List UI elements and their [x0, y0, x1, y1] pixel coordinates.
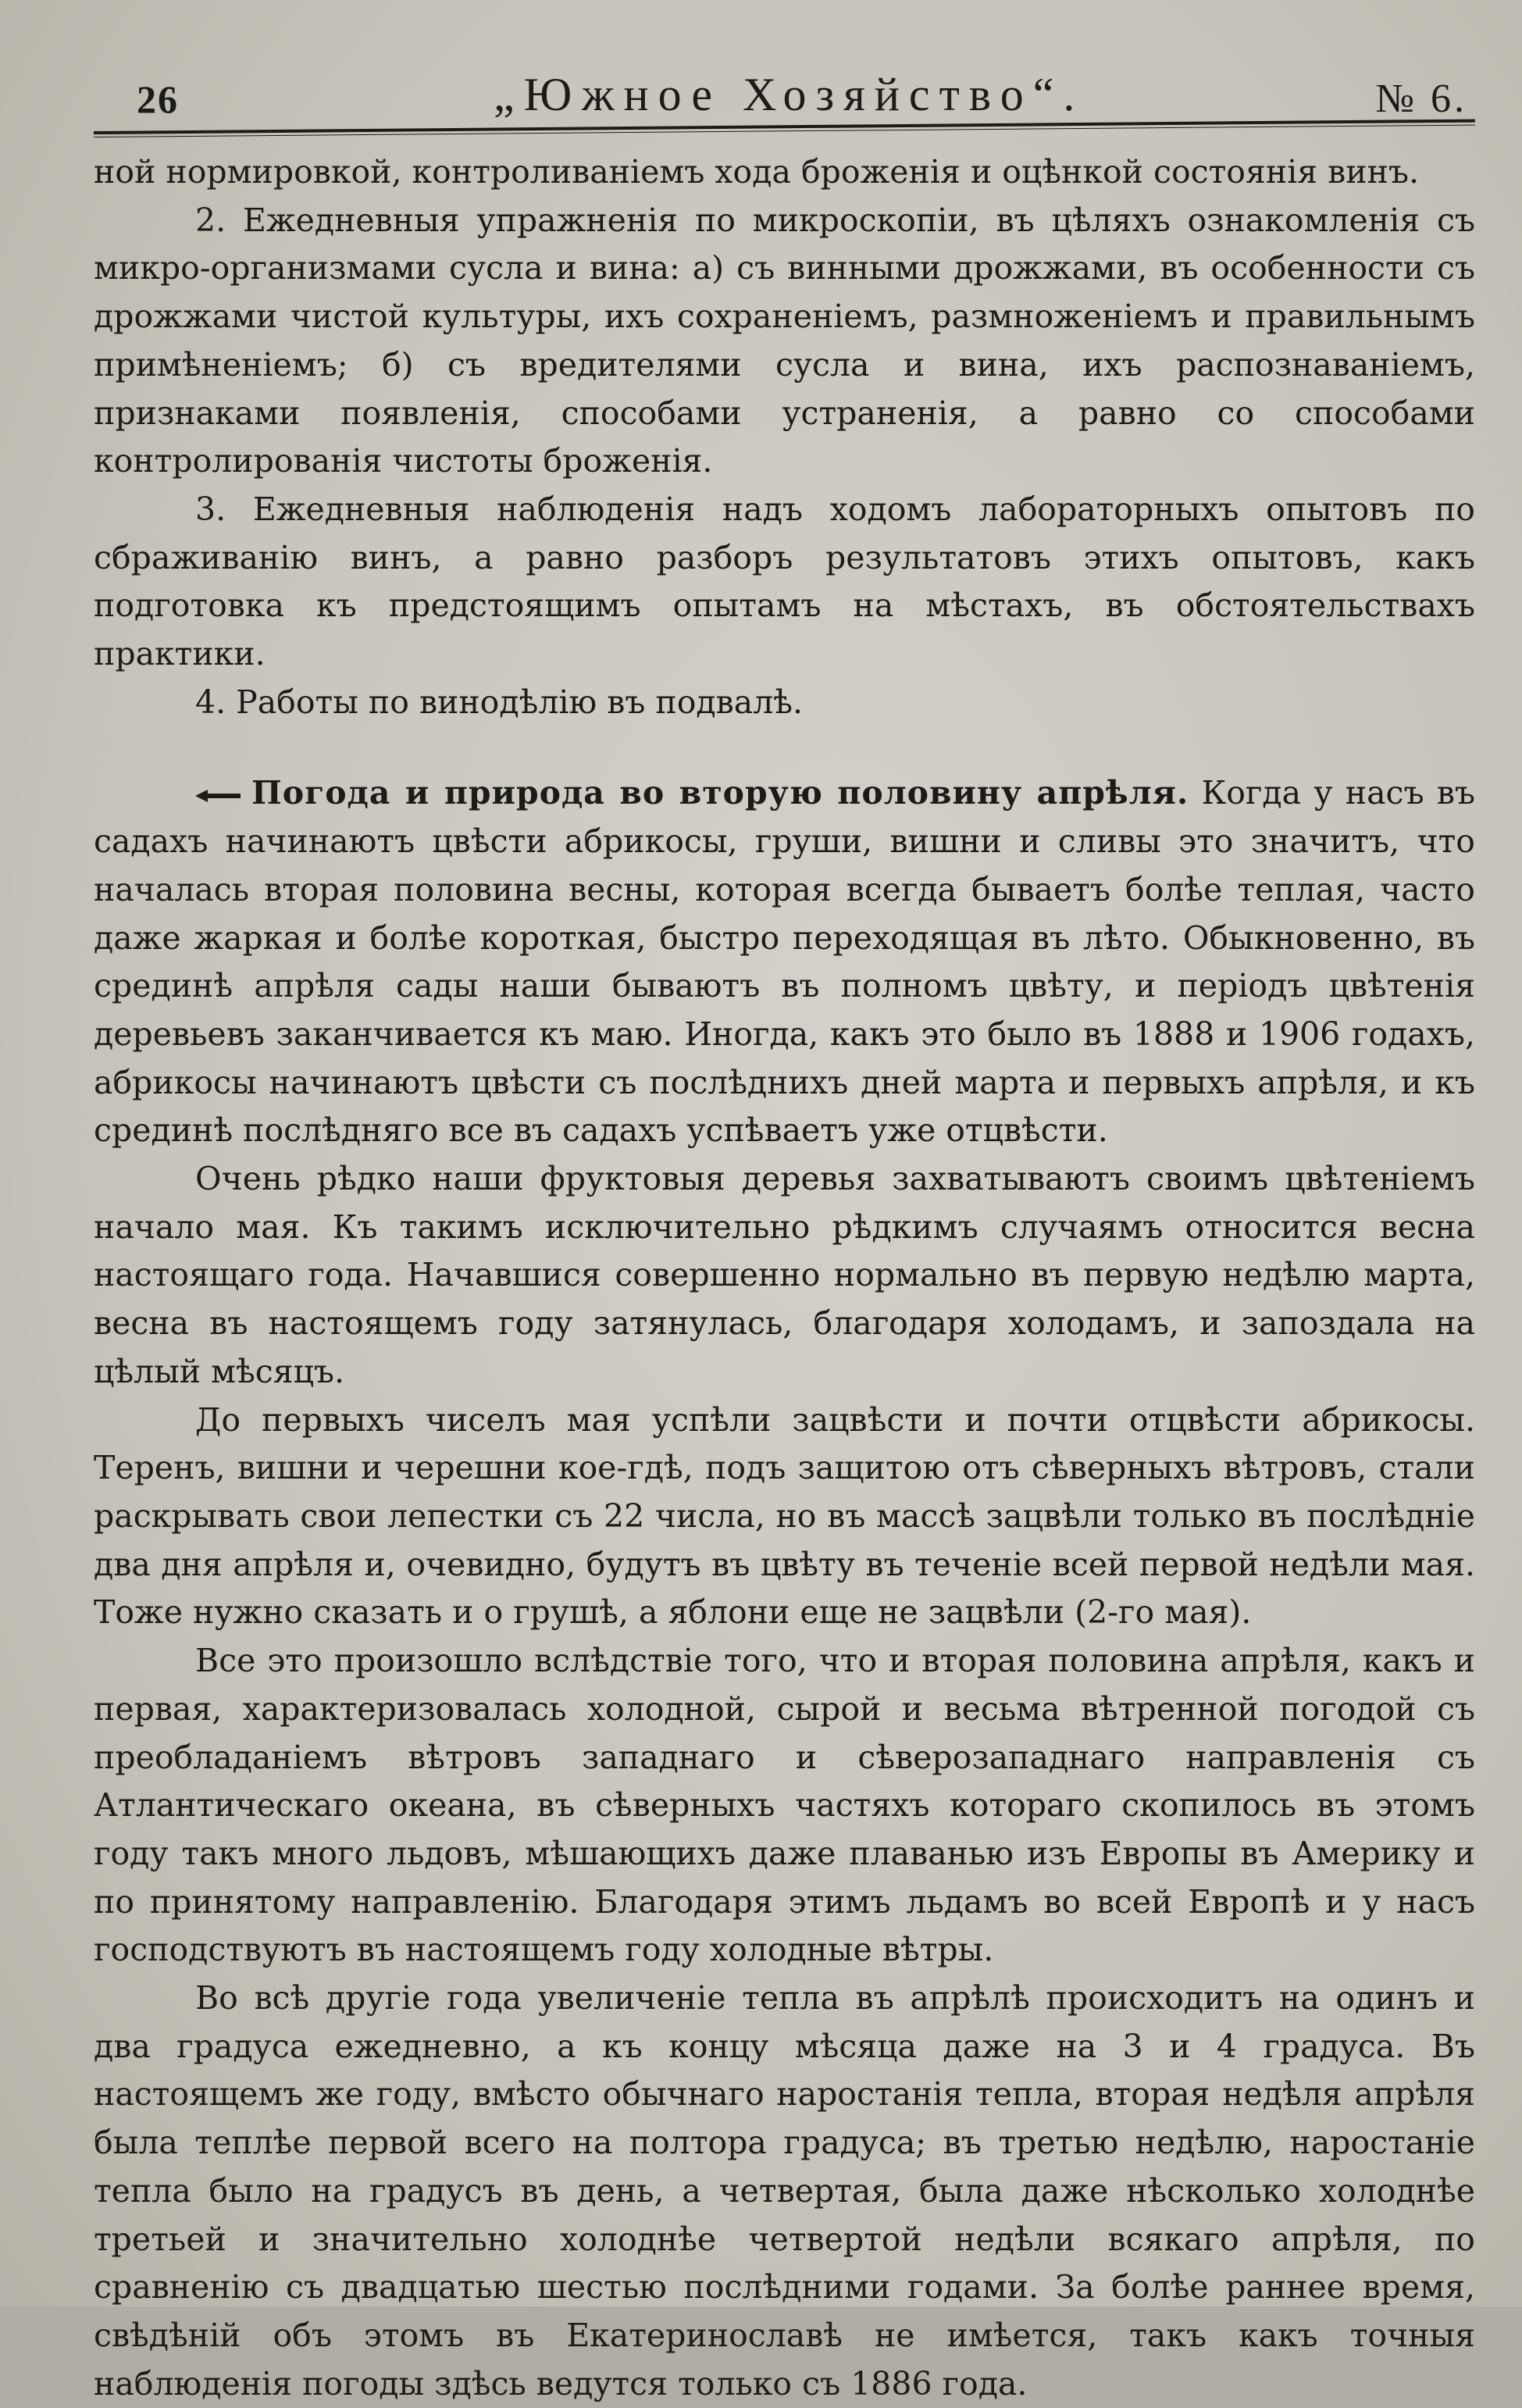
weather-paragraph-4: Все это произошло вслѣдствіе того, что и вторая половина апрѣля, какъ и первая, характеризовалась холодной, сырой и весьма вѣтренной погодой съ преобладаніемъ вѣтровъ западнаго и сѣверозападнаго направленія съ Атлантическаго океана, въ сѣверныхъ частяхъ котораго скопилось въ этомъ году такъ много льдовъ, мѣшающихъ даже плаванью изъ Европы въ Америку и по принятому направленію. Благодаря этимъ льдамъ во всей Европѣ и у насъ господствуютъ въ настоящемъ году холодные вѣтры. [94, 1642, 1475, 1969]
section-spacer [94, 726, 1475, 769]
wine-continuation-paragraph: ной нормировкой, контроливаніемъ хода броженія и оцѣнкой состоянія винъ. [94, 153, 1420, 191]
weather-headline: Погода и природа во вторую половину апрѣля. [251, 774, 1189, 812]
journal-title: „Южное Хозяйство“. [494, 69, 1085, 120]
wine-item-3: 3. Ежедневныя наблюденія надъ ходомъ лабораторныхъ опытовъ по сбраживанію винъ, а равно разборъ результатовъ этихъ опытовъ, какъ подготовка къ предстоящимъ опытамъ на мѣстахъ, въ обстоятельствахъ практики. [94, 490, 1475, 673]
weather-paragraph-2: Очень рѣдко наши фруктовыя деревья захватываютъ своимъ цвѣтеніемъ начало мая. Къ такимъ исключительно рѣдкимъ случаямъ относится весна настоящаго года. Начавшися совершенно нормально въ первую недѣлю марта, весна въ настоящемъ году затянулась, благодаря холодамъ, и запоздала на цѣлый мѣсяцъ. [94, 1160, 1475, 1390]
page-number: 26 [137, 77, 179, 121]
article-body [94, 148, 1475, 2408]
issue-number: № 6. [1375, 77, 1467, 121]
weather-paragraph-1-text: Когда у насъ въ садахъ начинаютъ цвѣсти абрикосы, груши, вишни и сливы это значитъ, что началась вторая половина весны, которая всегда бываетъ болѣе теплая, часто даже жаркая и болѣе короткая, быстро переходящая въ лѣто. Обыкновенно, въ срединѣ апрѣля сады наши бываютъ въ полномъ цвѣту, и періодъ цвѣтенія деревьевъ заканчивается къ маю. Иногда, какъ это было въ 1888 и 1906 годахъ, абрикосы начинаютъ цвѣсти съ послѣднихъ дней марта и первыхъ апрѣля, и къ срединѣ послѣдняго все въ садахъ успѣваетъ уже отцвѣсти. [94, 774, 1475, 1150]
page-header [94, 55, 1475, 122]
weather-paragraph-5: Во всѣ другіе года увеличеніе тепла въ апрѣлѣ происходитъ на одинъ и два градуса ежедневно, а къ концу мѣсяца даже на 3 и 4 градуса. Въ настоящемъ же году, вмѣсто обычнаго наростанія тепла, вторая недѣля апрѣля была теплѣе первой всего на полтора градуса; въ третью недѣлю, наростаніе тепла было на градусъ въ день, а четвертая, была даже нѣсколько холоднѣе третьей и значительно холоднѣе четвертой недѣли всякаго апрѣля, по сравненію съ двадцатью шестью послѣдними годами. За болѣе раннее время, свѣдѣній объ этомъ въ Екатеринославѣ не имѣется, такъ какъ точныя наблюденія погоды здѣсь ведутся только съ 1886 года. [94, 1979, 1475, 2403]
pointing-hand-icon [195, 788, 241, 804]
header-rule [94, 120, 1475, 137]
weather-paragraph-1 [94, 769, 1475, 1155]
wine-item-4: 4. Работы по винодѣлію въ подвалѣ. [195, 683, 803, 721]
weather-paragraph-3: До первыхъ чиселъ мая успѣли зацвѣсти и почти отцвѣсти абрикосы. Теренъ, вишни и черешни кое-гдѣ, подъ защитою отъ сѣверныхъ вѣтровъ, стали раскрывать свои лепестки съ 22 числа, но въ массѣ зацвѣли только въ послѣдніе два дня апрѣля и, очевидно, будутъ въ цвѣту въ теченіе всей первой недѣли мая. Тоже нужно сказать и о грушѣ, а яблони еще не зацвѣли (2-го мая). [94, 1400, 1475, 1632]
wine-item-2: 2. Ежедневныя упражненія по микроскопіи, въ цѣляхъ ознакомленія съ микро-организмами сусла и вина: а) съ винными дрожжами, въ особенности съ дрожжами чистой культуры, ихъ сохраненіемъ, размноженіемъ и правильнымъ примѣненіемъ; б) съ вредителями сусла и вина, ихъ распознаваніемъ, признаками появленія, способами устраненія, а равно со способами контролированія чистоты броженія. [94, 201, 1475, 480]
